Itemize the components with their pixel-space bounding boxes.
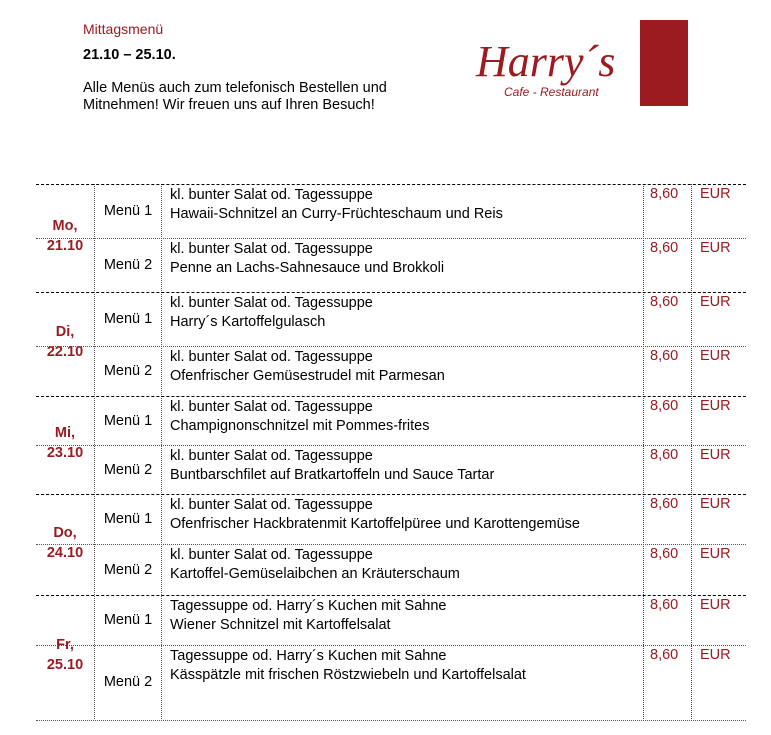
menu-starter: kl. bunter Salat od. Tagessuppe bbox=[170, 448, 373, 464]
menu-starter: kl. bunter Salat od. Tagessuppe bbox=[170, 497, 373, 513]
menu-row bbox=[36, 292, 746, 347]
logo-subtitle: Cafe - Restaurant bbox=[504, 85, 599, 99]
menu-currency: EUR bbox=[700, 186, 731, 202]
menu-price: 8,60 bbox=[650, 240, 679, 256]
menu-main-dish: Kartoffel-Gemüselaibchen an Kräuterschaum bbox=[170, 566, 460, 582]
menu-label: Menü 2 bbox=[103, 461, 153, 478]
menu-row bbox=[36, 346, 746, 397]
menu-main-dish: Champignonschnitzel mit Pommes-frites bbox=[170, 418, 430, 434]
menu-currency: EUR bbox=[700, 597, 731, 613]
menu-currency: EUR bbox=[700, 447, 731, 463]
menu-starter: kl. bunter Salat od. Tagessuppe bbox=[170, 187, 373, 203]
menu-price: 8,60 bbox=[650, 398, 679, 414]
menu-label: Menü 1 bbox=[103, 612, 153, 628]
day-date: 23.10 bbox=[46, 445, 84, 461]
menu-row bbox=[36, 445, 746, 495]
day-date: 21.10 bbox=[46, 238, 84, 254]
menu-label: Menü 2 bbox=[103, 674, 153, 690]
menu-label: Menü 2 bbox=[103, 363, 153, 379]
intro-text: Alle Menüs auch zum telefonisch Bestellen und Mitnehmen! Wir freuen uns auf Ihren Besuch! bbox=[83, 80, 387, 113]
menu-price: 8,60 bbox=[650, 348, 679, 364]
menu-description bbox=[170, 398, 429, 436]
day-date: 24.10 bbox=[46, 544, 84, 561]
menu-main-dish: Wiener Schnitzel mit Kartoffelsalat bbox=[170, 617, 391, 633]
menu-description bbox=[170, 348, 445, 386]
menu-currency: EUR bbox=[700, 647, 731, 663]
menu-price: 8,60 bbox=[650, 447, 679, 463]
day-name: Di, bbox=[55, 324, 75, 340]
harrys-logo bbox=[470, 20, 688, 106]
menu-description bbox=[170, 294, 373, 332]
menu-main-dish: Ofenfrischer Hackbratenmit Kartoffelpüree und Karottengemüse bbox=[170, 516, 580, 532]
menu-label: Menü 1 bbox=[103, 203, 153, 219]
menu-row bbox=[36, 396, 746, 446]
menu-description bbox=[170, 647, 526, 685]
menu-row bbox=[36, 595, 746, 646]
logo-script: Harry´s bbox=[476, 37, 616, 86]
day-name: Mo, bbox=[52, 218, 78, 234]
menu-starter: kl. bunter Salat od. Tagessuppe bbox=[170, 295, 373, 311]
menu-currency: EUR bbox=[700, 398, 731, 414]
menu-starter: Tagessuppe od. Harry´s Kuchen mit Sahne bbox=[170, 648, 447, 664]
day-date: 22.10 bbox=[46, 344, 84, 360]
menu-price: 8,60 bbox=[650, 496, 679, 512]
menu-main-dish: Buntbarschfilet auf Bratkartoffeln und Sauce Tartar bbox=[170, 467, 495, 483]
menu-label: Menü 1 bbox=[103, 311, 153, 327]
day-name: Do, bbox=[53, 524, 77, 541]
menu-price: 8,60 bbox=[650, 186, 679, 202]
menu-starter: kl. bunter Salat od. Tagessuppe bbox=[170, 547, 373, 563]
menu-price: 8,60 bbox=[650, 647, 679, 663]
day-name: Mi, bbox=[54, 425, 76, 441]
menu-label: Menü 2 bbox=[103, 257, 153, 273]
menu-currency: EUR bbox=[700, 294, 731, 310]
menu-starter: kl. bunter Salat od. Tagessuppe bbox=[170, 399, 373, 415]
menu-starter: kl. bunter Salat od. Tagessuppe bbox=[170, 241, 373, 257]
menu-label: Menü 1 bbox=[103, 511, 153, 527]
day-date: 25.10 bbox=[46, 657, 84, 673]
menu-price: 8,60 bbox=[650, 597, 679, 613]
menu-price: 8,60 bbox=[650, 546, 679, 562]
menu-starter: Tagessuppe od. Harry´s Kuchen mit Sahne bbox=[170, 598, 447, 614]
menu-description bbox=[170, 240, 444, 278]
menu-label: Menü 2 bbox=[103, 561, 153, 578]
menu-row bbox=[36, 645, 746, 721]
menu-currency: EUR bbox=[700, 348, 731, 364]
menu-description bbox=[170, 597, 446, 635]
menu-row bbox=[36, 544, 746, 596]
menu-main-dish: Penne an Lachs-Sahnesauce und Brokkoli bbox=[170, 260, 445, 276]
menu-price: 8,60 bbox=[650, 294, 679, 310]
menu-table bbox=[36, 184, 746, 719]
menu-currency: EUR bbox=[700, 546, 731, 562]
menu-description bbox=[170, 186, 503, 224]
menu-currency: EUR bbox=[700, 496, 731, 512]
day-name: Fr, bbox=[56, 637, 74, 653]
menu-starter: kl. bunter Salat od. Tagessuppe bbox=[170, 349, 373, 365]
menu-row bbox=[36, 184, 746, 239]
menu-label: Menü 1 bbox=[103, 412, 153, 429]
menu-currency: EUR bbox=[700, 240, 731, 256]
page-title: Mittagsmenü bbox=[83, 21, 164, 37]
date-range: 21.10 – 25.10. bbox=[83, 47, 176, 63]
menu-row bbox=[36, 494, 746, 545]
menu-description bbox=[170, 447, 494, 485]
menu-description bbox=[170, 546, 460, 584]
menu-main-dish: Harry´s Kartoffelgulasch bbox=[170, 314, 326, 330]
menu-main-dish: Kässpätzle mit frischen Röstzwiebeln und Kartoffelsalat bbox=[170, 667, 526, 683]
menu-main-dish: Hawaii-Schnitzel an Curry-Früchteschaum und Reis bbox=[170, 206, 503, 222]
menu-main-dish: Ofenfrischer Gemüsestrudel mit Parmesan bbox=[170, 368, 445, 384]
menu-description bbox=[170, 496, 580, 534]
logo-red-block bbox=[640, 20, 688, 106]
menu-row bbox=[36, 238, 746, 293]
